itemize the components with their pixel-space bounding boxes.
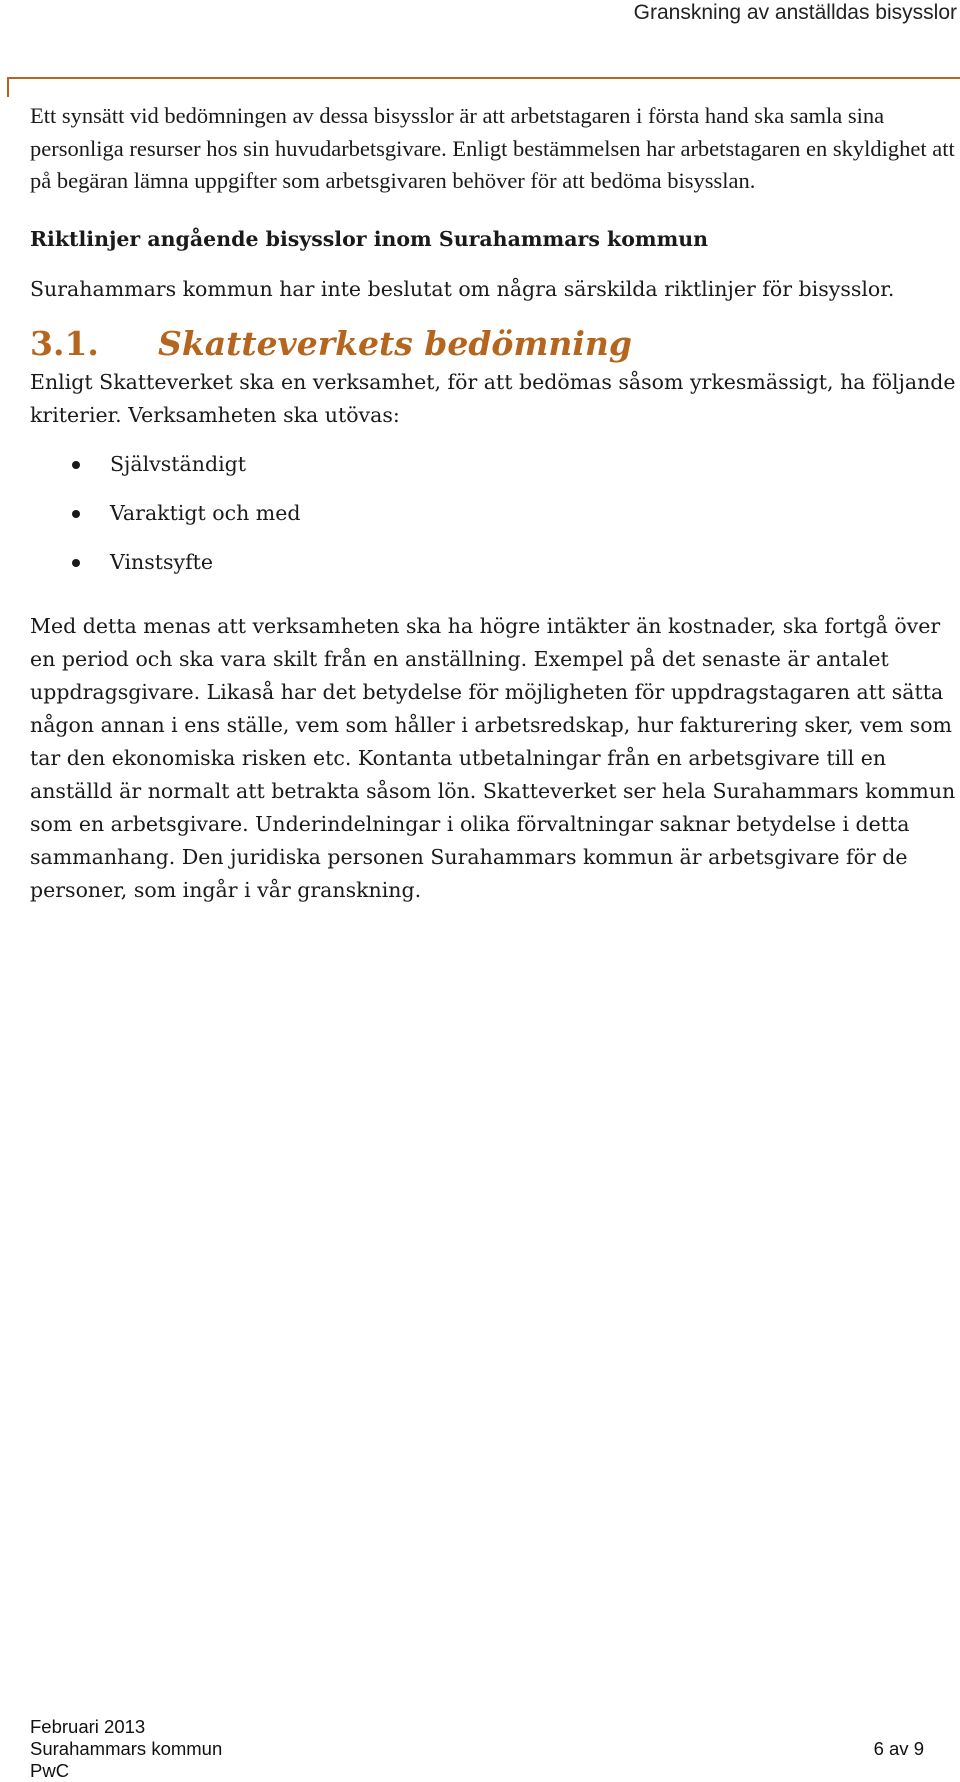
footer-company: PwC: [30, 1760, 70, 1781]
footer-page-number: 6 av 9: [873, 1738, 924, 1759]
running-header-title: Granskning av anställdas bisysslor: [633, 1, 957, 24]
section-number: 3.1.: [30, 323, 99, 363]
list-item-label: Varaktigt och med: [110, 500, 301, 525]
list-item: [30, 546, 960, 595]
list-item-label: Vinstsyfte: [110, 549, 214, 574]
criteria-intro-paragraph: Enligt Skatteverket ska en verksamhet, för att bedömas såsom yrkesmässigt, ha följande kriterier. Verksamheten ska utövas:: [30, 369, 956, 427]
footer-organization: Surahammars kommun: [30, 1738, 223, 1759]
criteria-list: [30, 448, 960, 595]
explanation-paragraph: Med detta menas att verksamheten ska ha högre intäkter än kostnader, ska fortgå över en period och ska vara skilt från en anställning. Exempel på det senaste är antalet uppdragsgivare. Likaså har det betydelse för möjligheten för uppdragstagaren att sätta någon annan i ens ställe, vem som håller i arbetsredskap, hur fakturering sker, vem som tar den ekonomiska risken etc. Kontanta utbetalningar från en arbetsgivare till en anställd är normalt att betrakta såsom lön. Skatteverket ser hela Surahammars kommun som en arbetsgivare. Underindelningar i olika förvaltningar saknar betydelse i detta sammanhang. Den juridiska personen Surahammars kommun är arbetsgivare för de personer, som ingår i vår granskning.: [30, 613, 956, 902]
section-heading: [30, 322, 960, 366]
guidelines-paragraph: Surahammars kommun har inte beslutat om några särskilda riktlinjer för bisysslor.: [30, 276, 895, 301]
list-item: [30, 497, 960, 546]
page-footer: [30, 1716, 924, 1782]
bullet-icon: [72, 559, 80, 567]
page-content: [30, 100, 960, 907]
bullet-icon: [72, 510, 80, 518]
list-item: [30, 448, 960, 497]
footer-date: Februari 2013: [30, 1716, 146, 1737]
guidelines-heading: Riktlinjer angående bisysslor inom Surahammars kommun: [30, 226, 709, 251]
bullet-icon: [72, 461, 80, 469]
header-corner-rule: [7, 77, 960, 97]
intro-paragraph: Ett synsätt vid bedömningen av dessa bisysslor är att arbetstagaren i första hand ska samla sina personliga resurser hos sin huvudarbetsgivare. Enligt bestämmelsen har arbetstagaren en skyldighet att på begäran lämna uppgifter som arbetsgivaren behöver för att bedöma bisysslan.: [30, 103, 955, 193]
list-item-label: Självständigt: [110, 451, 246, 476]
section-title: Skatteverkets bedömning: [158, 323, 632, 363]
